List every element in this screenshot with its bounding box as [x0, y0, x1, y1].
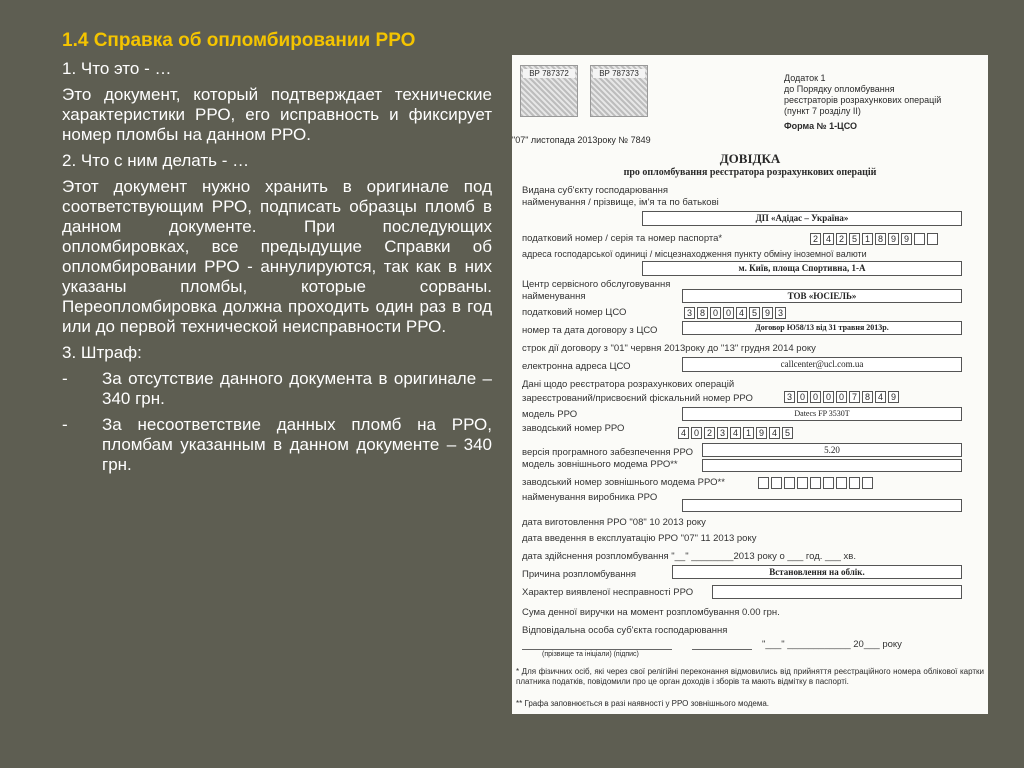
digit-cell: 5	[782, 427, 793, 439]
email-value: callcenter@ucl.com.ua	[682, 357, 962, 372]
digit-cell: 4	[736, 307, 747, 319]
software-value: 5.20	[702, 443, 962, 457]
stamp-seal	[520, 65, 578, 117]
form-number: Форма № 1-ЦСО	[784, 121, 857, 131]
question-1: 1. Что это - …	[62, 59, 172, 78]
digit-cell: 0	[797, 391, 808, 403]
digit-cell: 4	[823, 233, 834, 245]
digit-cell: 4	[678, 427, 689, 439]
fiscal-label: зареєстрований/присвоєний фіскальний номер РРО	[522, 393, 753, 404]
email-label: електронна адреса ЦСО	[522, 361, 631, 372]
answer-1: Это документ, который подтверждает технические характеристики РРО, его исправность и фиксирует номер пломбы на данном РРО.	[62, 85, 492, 144]
model-value: Datecs FP 3530T	[682, 407, 962, 421]
sign-caption: (прізвище та ініціали) (підпис)	[542, 651, 639, 658]
bullet-dash: -	[62, 415, 68, 434]
digit-cell: 9	[888, 391, 899, 403]
digit-cell: 0	[691, 427, 702, 439]
digit-cell	[784, 477, 795, 489]
digit-cell: 1	[862, 233, 873, 245]
signature-line	[692, 649, 752, 650]
digit-cell	[927, 233, 938, 245]
software-label: версія програмного забезпечення РРО	[522, 447, 694, 458]
digit-cell: 8	[697, 307, 708, 319]
appendix-line: (пункт 7 розділу II)	[784, 106, 861, 116]
center-label: Центр сервісного обслуговування	[522, 279, 671, 290]
rro-data-label: Дані щодо реєстратора розрахункових операцій	[522, 379, 735, 390]
digit-cell: 8	[862, 391, 873, 403]
digit-cell	[810, 477, 821, 489]
center-name-label: найменування	[522, 291, 586, 302]
answer-2: Этот документ нужно хранить в оригинале под соответствующим РРО, подписать образцы пломб в данном документе. При последующих опломбировках, все предыдущие Справки об опломбировании РРО - аннулируются, так как в них указаны пломбы, которые сорваны. Переопломбировка должна проходить один раз в год или до первой технической неисправности РРО.	[62, 177, 492, 336]
stamp-number: ВР 787373	[593, 69, 645, 78]
sign-date-line: "___" ____________ 20___ року	[762, 639, 902, 650]
digit-cell: 0	[723, 307, 734, 319]
penalty-item	[62, 369, 492, 409]
modem-model-label: модель зовнішнього модема РРО**	[522, 459, 678, 470]
tax-cells	[810, 233, 938, 245]
penalty-text: За отсутствие данного документа в оригинале – 340 грн.	[102, 369, 492, 408]
tax-label: податковий номер / серія та номер паспорта*	[522, 233, 723, 244]
responsible-label: Відповідальна особа суб'єкта господарювання	[522, 625, 728, 636]
fault-value	[712, 585, 962, 599]
contract-term: строк дії договору з "01" червня 2013року до "13" грудня 2014 року	[522, 343, 816, 354]
digit-cell: 9	[901, 233, 912, 245]
digit-cell: 1	[743, 427, 754, 439]
stamp-number: ВР 787372	[523, 69, 575, 78]
digit-cell: 5	[749, 307, 760, 319]
digit-cell: 3	[717, 427, 728, 439]
digit-cell: 4	[875, 391, 886, 403]
digit-cell: 0	[836, 391, 847, 403]
center-name-value: ТОВ «ЮСІЕЛЬ»	[682, 289, 962, 303]
digit-cell: 3	[775, 307, 786, 319]
commission-date: дата введення в експлуатацію РРО "07" 11 2013 року	[522, 533, 757, 544]
footnote-1: * Для фізичних осіб, які через свої релігійні переконання відмовились від прийняття реєстраційного номера облікової картки платника податків, повідомили про це орган доходів і зборів та мають відмітку в паспорті.	[516, 667, 984, 686]
stamp-seal	[590, 65, 648, 117]
penalty-text: За несоответствие данных пломб на РРО, пломбам указанным в данном документе – 340 грн.	[102, 415, 492, 474]
fault-label: Характер виявленої несправності РРО	[522, 587, 694, 598]
unseal-date: дата здійснення розпломбування "__" ________2013 року о ___ год. ___ хв.	[522, 551, 856, 562]
text-column	[62, 59, 492, 481]
digit-cell: 2	[836, 233, 847, 245]
question-2: 2. Что с ним делать - …	[62, 151, 250, 170]
digit-cell: 8	[875, 233, 886, 245]
digit-cell	[862, 477, 873, 489]
digit-cell	[823, 477, 834, 489]
bullet-dash: -	[62, 369, 68, 388]
scanned-certificate	[512, 55, 988, 714]
date-line: "07" листопада 2013року № 7849	[512, 135, 651, 145]
address-label: адреса господарської одиниці / місцезнаходження пункту обміну іноземної валюти	[522, 249, 867, 259]
digit-cell	[836, 477, 847, 489]
digit-cell: 9	[888, 233, 899, 245]
penalty-item	[62, 415, 492, 475]
revenue-line: Сума денної виручки на момент розпломбування 0.00 грн.	[522, 607, 780, 618]
reason-label: Причина розпломбування	[522, 569, 637, 580]
form-title: ДОВІДКА	[719, 151, 781, 166]
center-tax-label: податковий номер ЦСО	[522, 307, 627, 318]
digit-cell: 2	[704, 427, 715, 439]
digit-cell: 5	[849, 233, 860, 245]
appendix-line: реєстраторів розрахункових операцій	[784, 95, 942, 105]
appendix-note	[784, 73, 941, 117]
center-tax-cells	[684, 307, 786, 319]
model-label: модель РРО	[522, 409, 578, 420]
manufacturer-value	[682, 499, 962, 512]
manufacturer-label: найменування виробника РРО	[522, 492, 658, 503]
slide-title: 1.4 Справка об опломбировании РРО	[62, 30, 416, 51]
question-3: 3. Штраф:	[62, 343, 142, 362]
digit-cell	[797, 477, 808, 489]
form-subtitle: про опломбування реєстратора розрахункових операцій	[623, 167, 877, 178]
digit-cell	[758, 477, 769, 489]
digit-cell: 0	[823, 391, 834, 403]
digit-cell: 0	[710, 307, 721, 319]
digit-cell: 7	[849, 391, 860, 403]
digit-cell	[771, 477, 782, 489]
modem-serial-label: заводський номер зовнішнього модема РРО**	[522, 477, 725, 488]
reason-value: Встановлення на облік.	[672, 565, 962, 579]
digit-cell: 9	[756, 427, 767, 439]
digit-cell: 4	[769, 427, 780, 439]
footnote-2: ** Графа заповнюється в разі наявності у РРО зовнішнього модема.	[516, 699, 770, 708]
manufacture-date: дата виготовлення РРО "08" 10 2013 року	[522, 517, 706, 528]
contract-value: Договор Ю58/13 від 31 травня 2013р.	[682, 321, 962, 335]
appendix-line: до Порядку опломбування	[784, 84, 895, 94]
signature-line	[522, 649, 672, 650]
digit-cell	[849, 477, 860, 489]
name-label: найменування / прізвище, ім'я та по батькові	[522, 197, 719, 208]
contract-label: номер та дата договору з ЦСО	[522, 325, 658, 336]
address-value: м. Київ, площа Спортивна, 1-А	[642, 261, 962, 276]
fiscal-cells	[784, 391, 899, 403]
name-value: ДП «Адідас – Україна»	[642, 211, 962, 226]
digit-cell: 0	[810, 391, 821, 403]
digit-cell: 2	[810, 233, 821, 245]
serial-label: заводський номер РРО	[522, 423, 625, 434]
issued-to-label: Видана суб'єкту господарювання	[522, 185, 669, 196]
digit-cell: 3	[684, 307, 695, 319]
modem-serial-cells	[758, 477, 873, 489]
appendix-line: Додаток 1	[784, 73, 826, 83]
serial-cells	[678, 427, 793, 439]
digit-cell	[914, 233, 925, 245]
digit-cell: 9	[762, 307, 773, 319]
modem-model-value	[702, 459, 962, 472]
digit-cell: 4	[730, 427, 741, 439]
digit-cell: 3	[784, 391, 795, 403]
